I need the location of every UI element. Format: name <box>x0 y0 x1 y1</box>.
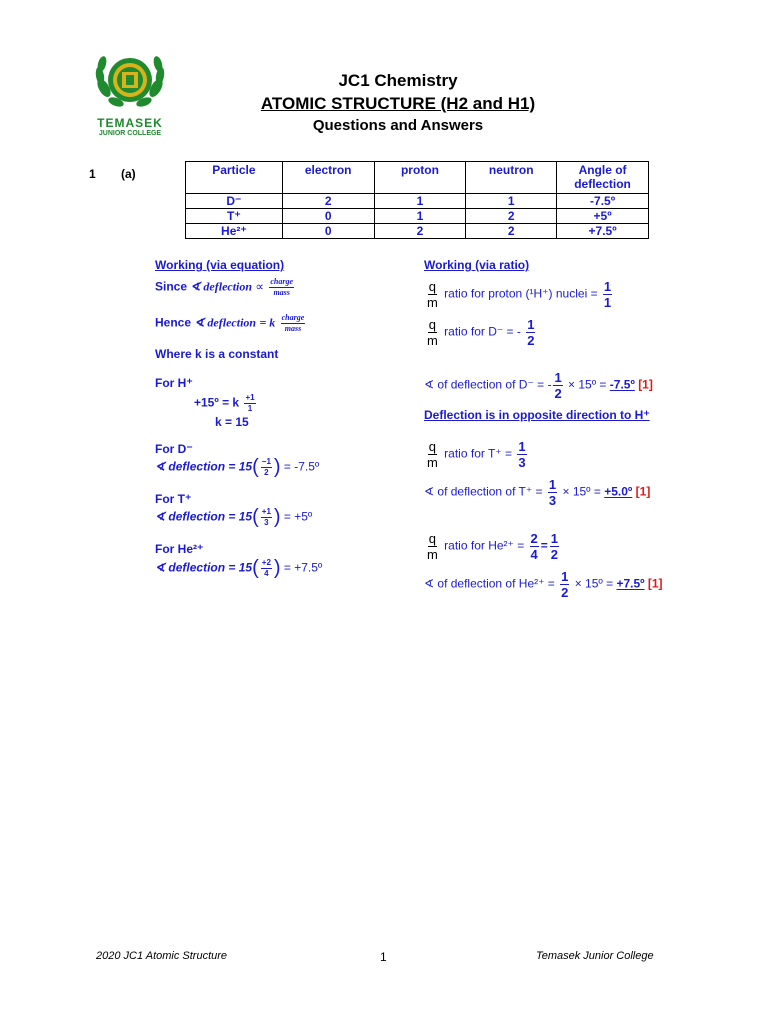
d-ratio-line <box>424 318 537 347</box>
for-h-label: For H⁺ <box>155 376 193 390</box>
fraction-denominator: 3 <box>264 518 269 527</box>
he-angle-fraction <box>560 570 569 599</box>
for-he-label: For He²⁺ <box>155 542 204 556</box>
t-ratio-line <box>424 440 529 469</box>
fraction-numerator: q <box>428 531 437 546</box>
fraction-numerator: 1 <box>527 317 535 332</box>
t-angle-line <box>424 478 650 507</box>
question-part: (a) <box>121 167 136 181</box>
proportional-sign: ∝ <box>255 279 264 294</box>
for-t-label: For T⁺ <box>155 492 192 506</box>
table-cell: He²⁺ <box>186 224 283 239</box>
t-equation: ∢ deflection = 15( $\frac{+1}{3}$ ) = +5º <box>155 506 313 528</box>
equals-k: = k <box>259 315 276 330</box>
k-value: k = 15 <box>215 415 249 429</box>
h-fraction <box>244 394 255 413</box>
he-ratio-line <box>424 532 561 561</box>
he-equation: ∢ deflection = 15( $\frac{+2}{4}$ ) = +7.5º <box>155 557 323 579</box>
fraction-numerator: q <box>428 439 437 454</box>
table-cell: T⁺ <box>186 209 283 224</box>
fraction-numerator: +1 <box>245 393 255 402</box>
table-header: Angle of deflection <box>557 162 649 194</box>
fraction-numerator: 1 <box>550 531 559 546</box>
doc-title: JC1 Chemistry <box>338 71 458 90</box>
school-sub: JUNIOR COLLEGE <box>98 130 162 137</box>
q-over-m <box>426 318 439 347</box>
hence-line <box>155 314 307 333</box>
fraction-numerator: 1 <box>561 569 569 584</box>
proton-ratio-line <box>424 280 614 309</box>
ratio-heading: Working (via ratio) <box>424 258 530 272</box>
where-line: Where k is a constant <box>155 347 279 361</box>
mark-allocation: [1] <box>647 576 663 591</box>
table-header: neutron <box>466 162 557 194</box>
charge-mass-fraction <box>269 278 294 297</box>
table-row <box>186 209 649 224</box>
since-line <box>155 278 296 297</box>
proton-ratio-fraction <box>603 280 612 309</box>
table-header: proton <box>374 162 466 194</box>
table-cell: 0 <box>282 224 374 239</box>
d-result: = -7.5º <box>280 459 320 474</box>
fraction-denominator: 4 <box>530 547 538 562</box>
fraction-numerator: −1 <box>261 457 271 466</box>
t-ratio-text: ratio for T⁺ = <box>440 446 516 461</box>
opposite-direction-note: Deflection is in opposite direction to H⁺ <box>424 408 650 422</box>
q-over-m <box>426 280 439 309</box>
table-cell: 2 <box>466 224 557 239</box>
d-angle-line <box>424 371 653 400</box>
table-cell: 0 <box>282 209 374 224</box>
h-equation-text: +15º = k <box>194 395 240 410</box>
t-equation-prefix: ∢ deflection = 15 <box>155 509 253 524</box>
mark-allocation: [1] <box>635 484 651 499</box>
he-angle-mult: × 15º = <box>571 576 617 591</box>
question-number: 1 <box>89 167 96 181</box>
he-ratio-fraction <box>530 532 539 561</box>
page-number: 1 <box>380 950 387 964</box>
d-fraction <box>261 458 272 477</box>
q-over-m <box>426 440 439 469</box>
d-angle-fraction <box>553 371 562 400</box>
fraction-numerator: charge <box>281 313 305 322</box>
fraction-denominator: m <box>427 455 438 470</box>
fraction-numerator: q <box>428 317 437 332</box>
since-label: Since <box>155 279 188 294</box>
d-ratio-text: ratio for D⁻ = - <box>440 324 525 339</box>
fraction-denominator: 4 <box>264 569 269 578</box>
he-fraction <box>261 559 272 578</box>
charge-mass-fraction <box>281 314 306 333</box>
fraction-denominator: m <box>427 295 438 310</box>
table-cell: -7.5º <box>557 194 649 209</box>
fraction-denominator: 3 <box>548 493 557 508</box>
fraction-denominator: 1 <box>603 295 612 310</box>
he-angle-result: +7.5º <box>616 576 645 591</box>
t-angle-text: ∢ of deflection of T⁺ = <box>424 484 546 499</box>
table-header: Particle <box>186 162 283 194</box>
hence-label: Hence <box>155 315 192 330</box>
fraction-denominator: 2 <box>264 468 269 477</box>
fraction-denominator: 2 <box>561 585 569 600</box>
footer-right: Temasek Junior College <box>536 950 654 962</box>
table-cell: 2 <box>466 209 557 224</box>
t-fraction <box>261 508 272 527</box>
doc-subtitle: ATOMIC STRUCTURE (H2 and H1) <box>260 94 536 113</box>
fraction-denominator: 2 <box>554 386 562 401</box>
d-equation-prefix: ∢ deflection = 15 <box>155 459 253 474</box>
table-cell: 2 <box>374 224 466 239</box>
t-ratio-fraction <box>517 440 526 469</box>
h-equation <box>194 394 258 413</box>
fraction-denominator: m <box>427 333 438 348</box>
d-equation: ∢ deflection = 15( $\frac{-1}{2}$ ) = -7.5º <box>155 456 320 478</box>
fraction-numerator: charge <box>270 277 294 286</box>
d-ratio-fraction <box>526 318 535 347</box>
fraction-numerator: 1 <box>554 370 562 385</box>
he-angle-text: ∢ of deflection of He²⁺ = <box>424 576 559 591</box>
fraction-denominator: mass <box>284 324 302 333</box>
d-angle-text: ∢ of deflection of D⁻ = - <box>424 377 552 392</box>
table-header-row <box>186 162 649 194</box>
he-equation-prefix: ∢ deflection = 15 <box>155 560 253 575</box>
equals-sign: = <box>540 538 548 553</box>
q-over-m <box>426 532 439 561</box>
deflection-symbol: ∢ deflection <box>194 315 257 330</box>
t-angle-mult: × 15º = <box>559 484 605 499</box>
particle-table <box>185 161 649 239</box>
he-ratio-simplified <box>550 532 559 561</box>
d-angle-result: -7.5º <box>609 377 635 392</box>
fraction-denominator: m <box>427 547 438 562</box>
table-cell: D⁻ <box>186 194 283 209</box>
fraction-numerator: 1 <box>548 477 557 492</box>
he-angle-line <box>424 570 663 599</box>
equation-heading: Working (via equation) <box>155 258 285 272</box>
table-cell: 1 <box>374 194 466 209</box>
he-ratio-text: ratio for He²⁺ = <box>440 538 528 553</box>
school-name: TEMASEK <box>97 116 163 130</box>
mark-allocation: [1] <box>638 377 653 392</box>
fraction-denominator: 1 <box>247 404 253 413</box>
table-cell: 1 <box>374 209 466 224</box>
fraction-denominator: 2 <box>550 547 559 562</box>
footer-left: 2020 JC1 Atomic Structure <box>96 950 228 962</box>
fraction-numerator: q <box>428 279 437 294</box>
t-angle-result: +5.0º <box>604 484 633 499</box>
fraction-numerator: +1 <box>261 507 271 516</box>
proton-ratio-text: ratio for proton (¹H⁺) nuclei = <box>440 286 601 301</box>
fraction-numerator: 1 <box>518 439 526 454</box>
table-header: electron <box>282 162 374 194</box>
table-cell: 2 <box>282 194 374 209</box>
fraction-numerator: 2 <box>530 531 538 546</box>
deflection-symbol: ∢ deflection <box>190 279 253 294</box>
t-angle-fraction <box>548 478 557 507</box>
table-cell: +7.5º <box>557 224 649 239</box>
table-cell: 1 <box>466 194 557 209</box>
fraction-denominator: 2 <box>527 333 535 348</box>
table-cell: +5º <box>557 209 649 224</box>
for-d-label: For D⁻ <box>155 442 193 456</box>
fraction-denominator: 3 <box>518 455 526 470</box>
fraction-numerator: +2 <box>261 558 271 567</box>
table-row <box>186 194 649 209</box>
doc-heading: Questions and Answers <box>312 117 484 134</box>
d-angle-mult: × 15º = <box>564 377 610 392</box>
fraction-numerator: 1 <box>603 279 612 294</box>
fraction-denominator: mass <box>273 288 290 297</box>
t-result: = +5º <box>280 509 313 524</box>
he-result: = +7.5º <box>280 560 323 575</box>
table-row <box>186 224 649 239</box>
